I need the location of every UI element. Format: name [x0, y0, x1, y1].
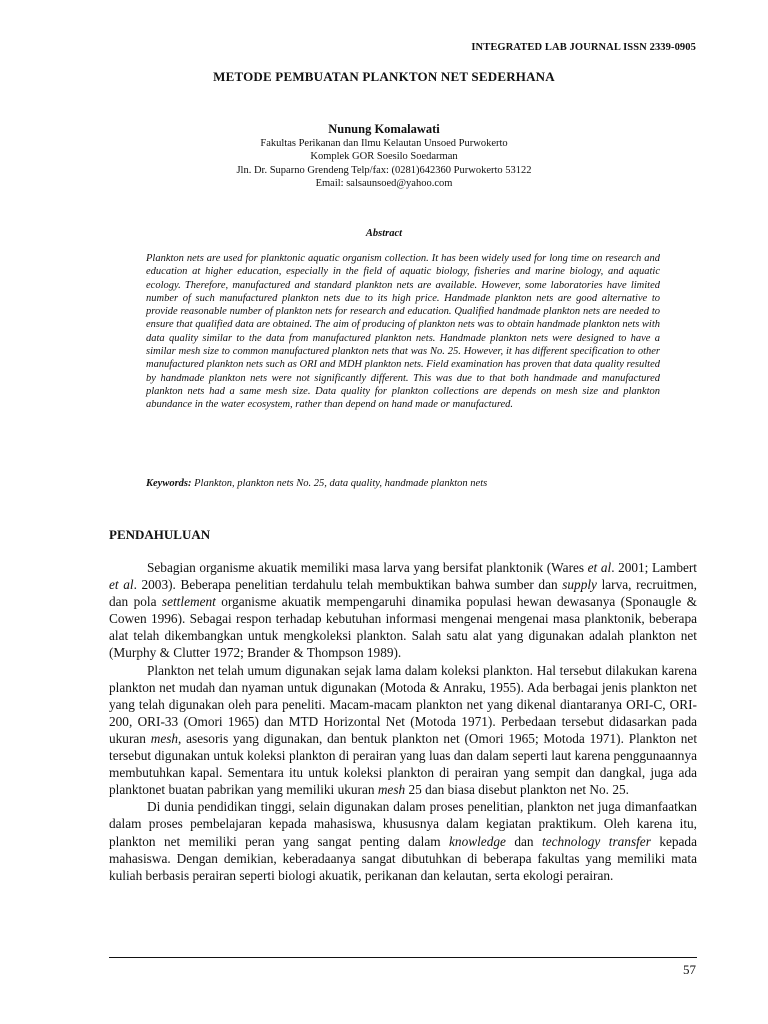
author-email: Email: salsaunsoed@yahoo.com: [315, 178, 453, 190]
keywords: [146, 478, 660, 489]
author-affiliation: [0, 137, 768, 191]
italic-term: et al: [587, 560, 612, 575]
abstract-text: Plankton nets are used for planktonic aquatic organism collection. It has been widely used for long time on research and education at higher education, especially in the field of aquatic biology, fisheries and marine biology, and aquatic ecology. Therefore, manufactured and standard plankton nets are available. However, some laboratories have limited number of such manufactured plankton nets due to its high price. Handmade plankton nets are good alternative to provide reasonable number of plankton nets for research and education. Qualified handmade plankton nets are needed to ensure that qualified data are obtained. The aim of producing of plankton nets was to obtain handmade plankton nets with data quality similar to the data from manufactured plankton nets. Handmade plankton nets were designed to have a similar mesh size to common manufactured plankton nets that was No. 25. However, it has different specification to other manufactured plankton nets such as ORI and MDH plankton nets. Field examination has proven that data quality resulted by handmade plankton nets were not significantly different. This was due to that both handmade and manufactured plankton nets had a same mesh size. Data quality for plankton collections are depends on mesh size and plankton abundance in the water ecosystem, rather than depend on hand made or manufactured.: [146, 253, 660, 411]
text-run: Plankton net telah umum digunakan sejak lama dalam koleksi plankton. Hal tersebut dilakukan karena plankton net mudah dan nyaman untuk digunakan (Motoda & Anraku, 1955). Ada berbagai jenis plankton net yang telah digunakan oleh para peneliti. Macam-macam plankton net yang dikenal diantaranya ORI-C, ORI-200, ORI-33 (Omori 1965) dan MTD Horizontal Net (Motoda 1971). Perbedaan tersebut didasarkan pada ukuran: [109, 662, 697, 746]
body-text: [109, 559, 697, 884]
section-heading: PENDAHULUAN: [109, 527, 211, 542]
body-paragraph: [109, 798, 697, 883]
affiliation-line: Komplek GOR Soesilo Soedarman: [310, 151, 458, 163]
italic-term: et al: [109, 577, 134, 593]
keywords-list: Plankton, plankton nets No. 25, data quality, handmade plankton nets: [191, 478, 488, 489]
body-paragraph: [109, 559, 697, 662]
italic-term: mesh: [377, 782, 406, 798]
keywords-label: Keywords:: [146, 478, 192, 489]
abstract-heading: Abstract: [365, 228, 403, 239]
text-run: . 2001; Lambert: [611, 560, 697, 575]
text-run: 25 dan biasa disebut plankton net No. 25.: [405, 782, 629, 798]
italic-term: technology transfer: [542, 833, 651, 849]
footer-rule: [109, 957, 697, 958]
italic-term: settlement: [161, 594, 216, 610]
text-run: larva, recruitmen, dan pola: [109, 577, 697, 610]
italic-term: supply: [562, 577, 597, 593]
text-run: Di dunia pendidikan tinggi, selain digunakan dalam proses penelitian, plankton net juga dimanfaatkan dalam proses pembelajaran kepada mahasiswa, khususnya dalam kegiatan praktikum. Oleh karena itu, plankton net memiliki peran yang sangat penting dalam: [109, 799, 697, 849]
text-run: . 2003). Beberapa penelitian terdahulu telah membuktikan bahwa sumber dan: [133, 577, 563, 593]
italic-term: mesh: [150, 730, 179, 746]
affiliation-line: Fakultas Perikanan dan Ilmu Kelautan Unsoed Purwokerto: [260, 138, 508, 149]
text-run: , asesoris yang digunakan, dan bentuk plankton net (Omori 1965; Motoda 1971). Plankton net tersebut digunakan untuk koleksi plankton di perairan yang luas dan dalam seperti laut karena penggunaannya membutuhkan kapal. Sementara itu untuk koleksi plankton di perairan yang sempit dan dangkal, juga ada planktonet buatan pabrikan yang memiliki ukuran: [109, 730, 698, 798]
page-number: 57: [683, 962, 696, 977]
author-name: Nunung Komalawati: [328, 122, 440, 136]
text-run: Sebagian organisme akuatik memiliki masa larva yang bersifat planktonik (Wares: [147, 560, 588, 575]
body-paragraph: [109, 662, 697, 799]
text-run: kepada mahasiswa. Dengan demikian, keberadaanya sangat dibutuhkan di beberapa fakultas yang memiliki mata kuliah berbasis perairan seperti biologi akuatik, perikanan dan kelautan, serta ekologi perairan.: [109, 833, 697, 883]
paper-title: METODE PEMBUATAN PLANKTON NET SEDERHANA: [213, 69, 555, 84]
affiliation-line: Jln. Dr. Suparno Grendeng Telp/fax: (0281)642360 Purwokerto 53122: [236, 164, 532, 176]
journal-header: INTEGRATED LAB JOURNAL ISSN 2339-0905: [471, 42, 696, 53]
italic-term: knowledge: [449, 833, 506, 849]
text-run: dan: [505, 833, 542, 849]
text-run: organisme akuatik mempengaruhi dinamika populasi hewan dewasanya (Sponaugle & Cowen 1996). Sebagai respon terhadap kebutuhan informasi mengenai mengenai masa planktonik, beberapa alat telah dikembangkan untuk mengkoleksi plankton. Salah satu alat yang digunakan adalah plankton net (Murphy & Clutter 1972; Brander & Thompson 1989).: [109, 594, 697, 661]
